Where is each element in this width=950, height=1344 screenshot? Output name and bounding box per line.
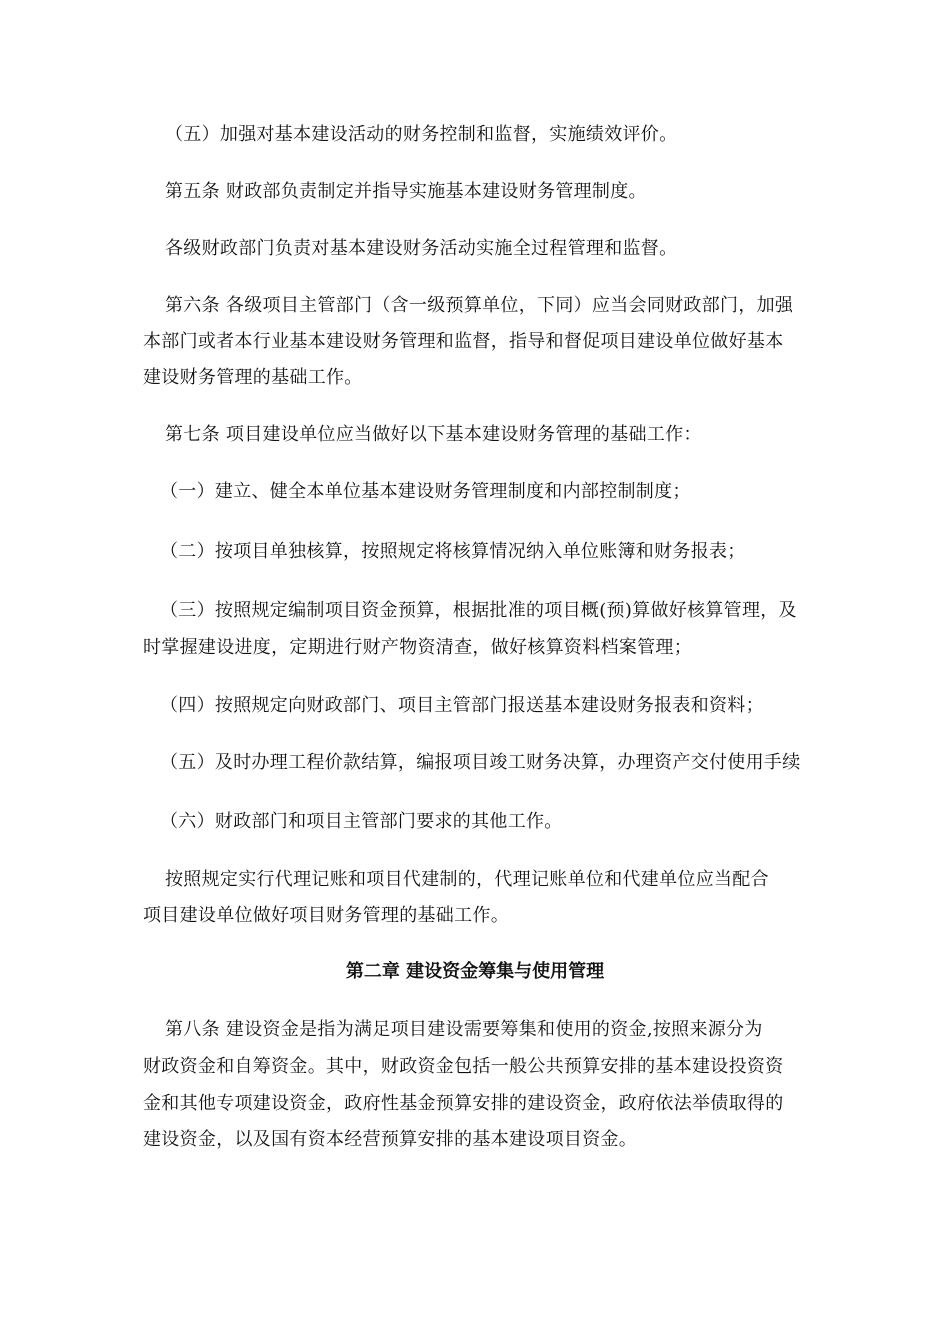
paragraph-line: 建设财务管理的基础工作。	[143, 367, 363, 388]
paragraph-line: 金和其他专项建设资金，政府性基金预算安排的建设资金，政府依法举债取得的	[143, 1093, 784, 1114]
paragraph-line: 第六条 各级项目主管部门（含一级预算单位，下同）应当会同财政部门，加强	[165, 295, 794, 316]
paragraph-line: 第八条 建设资金是指为满足项目建设需要筹集和使用的资金,按照来源分为	[165, 1019, 763, 1040]
paragraph-line: （五）加强对基本建设活动的财务控制和监督，实施绩效评价。	[165, 124, 678, 145]
chapter-heading: 第二章 建设资金筹集与使用管理	[345, 961, 605, 982]
paragraph-line: （四）按照规定向财政部门、项目主管部门报送基本建设财务报表和资料；	[160, 695, 764, 716]
paragraph-line: （一）建立、健全本单位基本建设财务管理制度和内部控制制度；	[160, 481, 691, 502]
paragraph-line: 第七条 项目建设单位应当做好以下基本建设财务管理的基础工作：	[165, 424, 702, 445]
paragraph-line: （二）按项目单独核算，按照规定将核算情况纳入单位账簿和财务报表；	[160, 541, 746, 562]
paragraph-line: 本部门或者本行业基本建设财务管理和监督，指导和督促项目建设单位做好基本	[143, 331, 784, 352]
paragraph-line: 按照规定实行代理记账和项目代建制的，代理记账单位和代建单位应当配合	[165, 869, 769, 890]
paragraph-line: 各级财政部门负责对基本建设财务活动实施全过程管理和监督。	[165, 238, 678, 259]
paragraph-line: 财政资金和自筹资金。其中，财政资金包括一般公共预算安排的基本建设投资资	[143, 1056, 784, 1077]
paragraph-line: （三）按照规定编制项目资金预算，根据批准的项目概(预)算做好核算管理，及	[160, 600, 797, 621]
paragraph-line: 建设资金，以及国有资本经营预算安排的基本建设项目资金。	[143, 1129, 638, 1150]
paragraph-line: （六）财政部门和项目主管部门要求的其他工作。	[160, 811, 563, 832]
paragraph-line: 时掌握建设进度，定期进行财产物资清查，做好核算资料档案管理；	[143, 637, 692, 658]
paragraph-line: （五）及时办理工程价款结算，编报项目竣工财务决算，办理资产交付使用手续	[160, 752, 801, 773]
paragraph-line: 第五条 财政部负责制定并指导实施基本建设财务管理制度。	[165, 181, 647, 202]
paragraph-line: 项目建设单位做好项目财务管理的基础工作。	[143, 905, 509, 926]
